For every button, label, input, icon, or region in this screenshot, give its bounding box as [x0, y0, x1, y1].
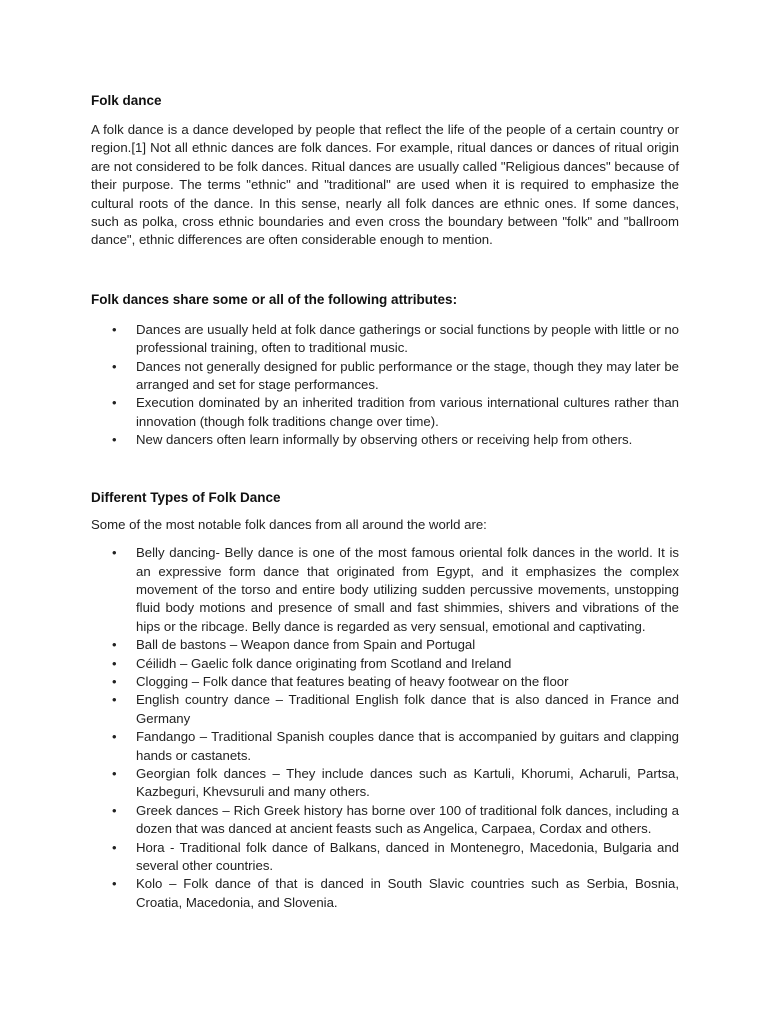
bullet-icon: • [112, 655, 117, 671]
list-item: • Georgian folk dances – They include dances such as Kartuli, Khorumi, Acharuli, Partsa, Kazbeguri, Khevsuruli and many others. [112, 765, 679, 800]
section-title-attributes: Folk dances share some or all of the following attributes: [91, 291, 458, 307]
list-item: • Belly dancing- Belly dance is one of the most famous oriental folk dances in the world. It is an expressive form dance that originated from Egypt, and it emphasizes the complex movement of the torso and entire body utilizing sudden percussive movements, unstopping fluid body motions and presence of small and fast shimmies, shivers and vibrations of the hips or the ribcage. Belly dance is regarded as very sensual, emotional and captivating. [112, 545, 679, 634]
section-title-types: Different Types of Folk Dance [91, 489, 281, 505]
list-item: • Ball de bastons – Weapon dance from Spain and Portugal [91, 636, 679, 654]
list-item: • New dancers often learn informally by observing others or receiving help from others. [91, 431, 679, 449]
section-title-folk-dance: Folk dance [91, 93, 162, 108]
list-item: • Céilidh – Gaelic folk dance originating from Scotland and Ireland [91, 655, 679, 673]
bullet-icon: • [112, 673, 117, 689]
bullet-icon: • [112, 358, 117, 374]
list-item: • English country dance – Traditional English folk dance that is also danced in France and Germany [112, 692, 679, 726]
bullet-icon: • [112, 765, 117, 781]
list-item: • Dances are usually held at folk dance gatherings or social functions by people with little or no professional training, often to traditional music. [112, 321, 679, 356]
bullet-icon: • [112, 432, 117, 448]
bullet-icon: • [112, 729, 117, 745]
list-item: • Clogging – Folk dance that features beating of heavy footwear on the floor [91, 673, 679, 691]
types-intro: Some of the most notable folk dances from all around the world are: [91, 516, 487, 532]
list-item: • Greek dances – Rich Greek history has borne over 100 of traditional folk dances, including a dozen that was danced at ancient feasts such as Angelica, Carpaea, Cordax and others. [112, 802, 679, 837]
list-item: • Execution dominated by an inherited tradition from various international cultures rather than innovation (though folk traditions change over time). [112, 395, 679, 429]
bullet-icon: • [112, 802, 117, 818]
list-item: • Dances not generally designed for public performance or the stage, though they may later be arranged and set for stage performances. [112, 358, 679, 393]
bullet-icon: • [112, 321, 117, 337]
folk-dance-paragraph: A folk dance is a dance developed by people that reflect the life of the people of a certain country or region.[1] Not all ethnic dances are folk dances. For example, ritual dances or dances of ritual origin are not considered to be folk dances. Ritual dances are usually called "Religious dances" because of their purpose. The terms "ethnic" and "traditional" are used when it is required to emphasize the cultural roots of the dance. In this sense, nearly all folk dances are ethnic ones. If some dances, such as polka, cross ethnic boundaries and even cross the boundary between "folk" and "ballroom dance", ethnic differences are often considerable enough to mention. [91, 122, 679, 248]
list-item: • Hora - Traditional folk dance of Balkans, danced in Montenegro, Macedonia, Bulgaria and several other countries. [112, 839, 679, 873]
list-item: • Kolo – Folk dance of that is danced in South Slavic countries such as Serbia, Bosnia, Croatia, Macedonia, and Slovenia. [112, 876, 679, 910]
bullet-icon: • [112, 839, 117, 855]
bullet-icon: • [112, 692, 117, 708]
list-item: • Fandango – Traditional Spanish couples dance that is accompanied by guitars and clapping hands or castanets. [112, 729, 679, 763]
bullet-icon: • [112, 545, 117, 561]
bullet-icon: • [112, 395, 117, 411]
bullet-icon: • [112, 637, 117, 653]
attributes-list [91, 321, 679, 450]
document-page [91, 92, 679, 912]
folk-dance-types-list [91, 544, 679, 912]
bullet-icon: • [112, 876, 117, 892]
